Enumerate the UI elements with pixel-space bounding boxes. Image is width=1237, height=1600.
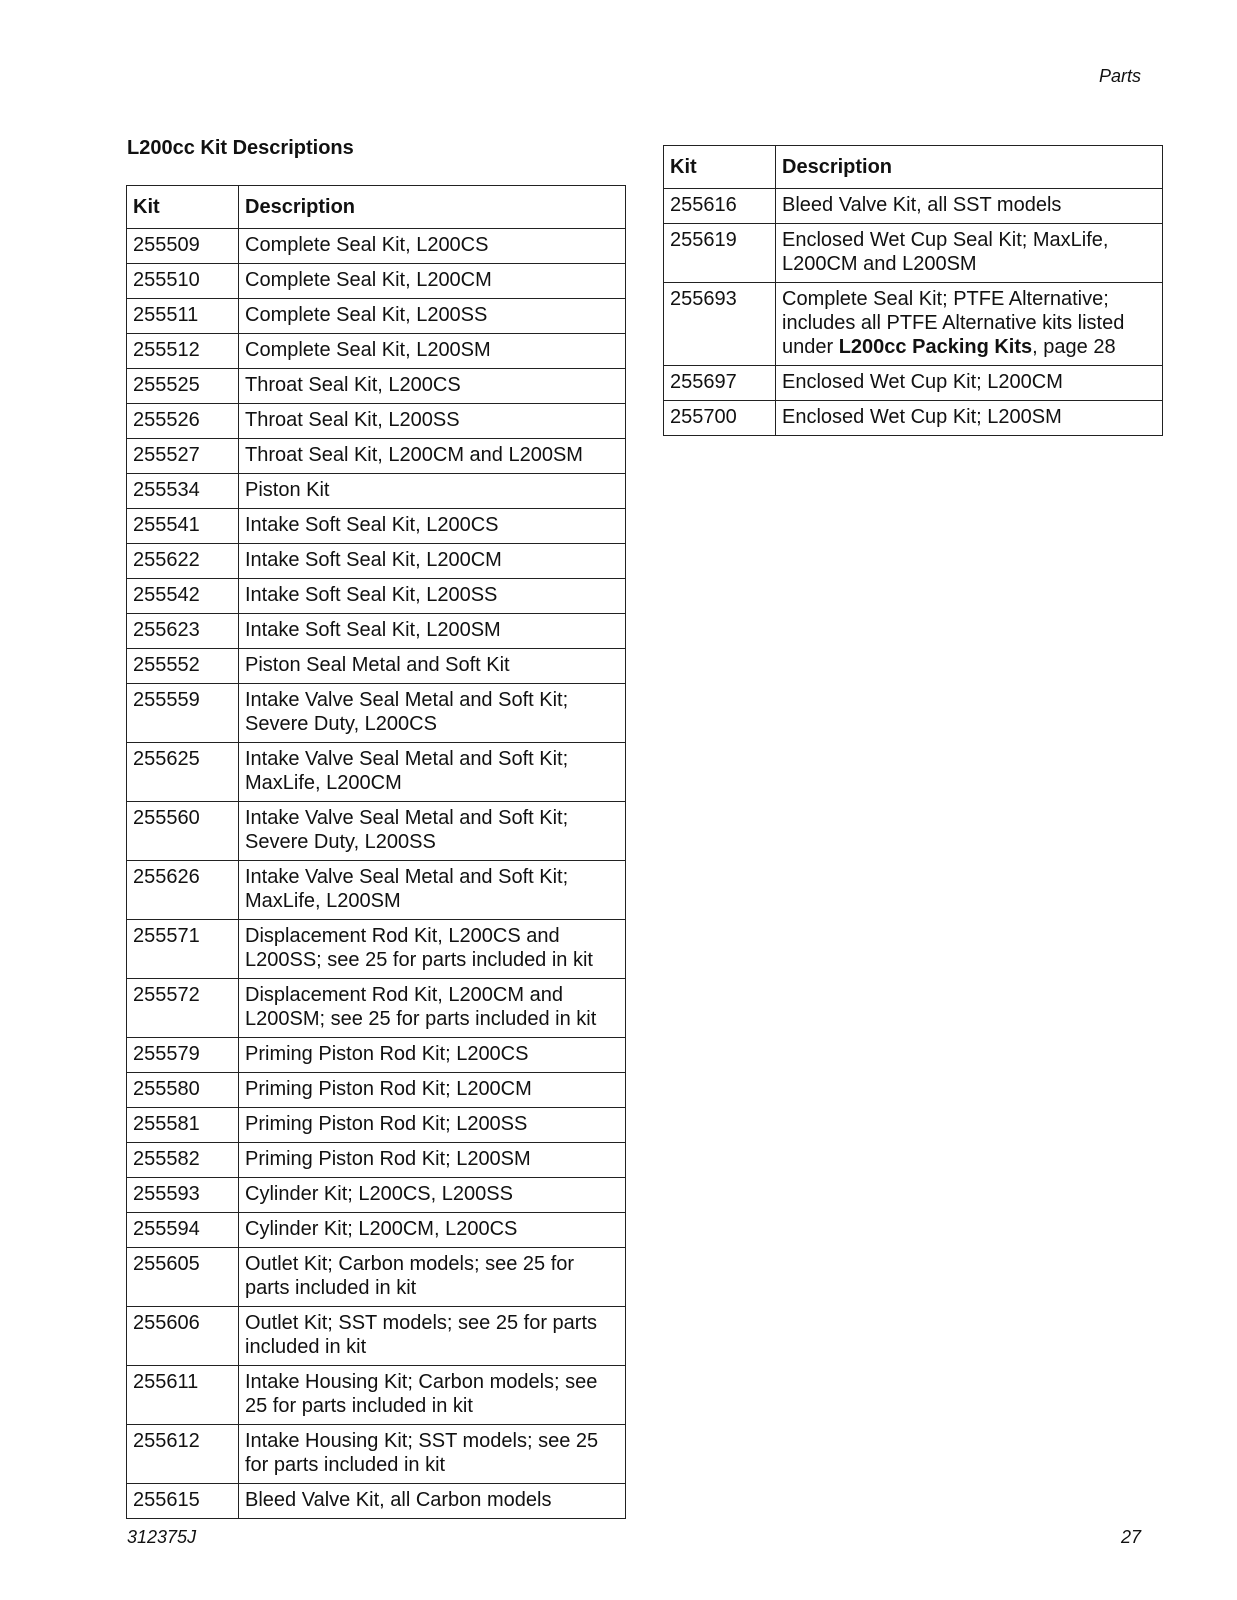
kit-number-cell: 255534 xyxy=(127,474,239,509)
kit-number-cell: 255571 xyxy=(127,920,239,979)
kit-number-cell: 255615 xyxy=(127,1484,239,1519)
description-text: Complete Seal Kit; PTFE Alternative; includes all PTFE Alternative kits listed under xyxy=(782,288,1125,358)
kit-description-cell: Outlet Kit; Carbon models; see 25 for parts included in kit xyxy=(239,1248,626,1307)
cross-reference-section-name: L200cc Packing Kits xyxy=(838,336,1033,358)
kit-number-cell: 255526 xyxy=(127,404,239,439)
table-row xyxy=(127,579,626,614)
column-header-kit: Kit xyxy=(127,186,239,229)
kit-number-cell: 255700 xyxy=(664,401,776,436)
kit-number-cell: 255594 xyxy=(127,1213,239,1248)
kit-description-cell xyxy=(776,283,1163,366)
kit-number-cell: 255623 xyxy=(127,614,239,649)
kit-description-cell: Complete Seal Kit, L200CM xyxy=(239,264,626,299)
kit-description-cell: Outlet Kit; SST models; see 25 for parts included in kit xyxy=(239,1307,626,1366)
kit-description-cell: Enclosed Wet Cup Kit; L200CM xyxy=(776,366,1163,401)
table-row xyxy=(127,1073,626,1108)
kit-description-cell: Priming Piston Rod Kit; L200SM xyxy=(239,1143,626,1178)
kit-number-cell: 255611 xyxy=(127,1366,239,1425)
table-row xyxy=(127,1038,626,1073)
kit-description-cell: Intake Valve Seal Metal and Soft Kit; Severe Duty, L200CS xyxy=(239,684,626,743)
kit-description-cell: Bleed Valve Kit, all Carbon models xyxy=(239,1484,626,1519)
column-header-description: Description xyxy=(239,186,626,229)
table-row xyxy=(127,264,626,299)
kit-description-cell: Piston Kit xyxy=(239,474,626,509)
table-row xyxy=(127,979,626,1038)
kit-description-cell: Enclosed Wet Cup Kit; L200SM xyxy=(776,401,1163,436)
kit-number-cell: 255593 xyxy=(127,1178,239,1213)
table-row xyxy=(127,229,626,264)
table-row xyxy=(127,1307,626,1366)
kit-description-cell: Cylinder Kit; L200CS, L200SS xyxy=(239,1178,626,1213)
kit-descriptions-table-right xyxy=(663,145,1163,436)
section-title: L200cc Kit Descriptions xyxy=(127,137,354,159)
kit-number-cell: 255509 xyxy=(127,229,239,264)
document-number: 312375J xyxy=(127,1527,197,1547)
table-row xyxy=(127,299,626,334)
kit-number-cell: 255579 xyxy=(127,1038,239,1073)
kit-description-cell: Displacement Rod Kit, L200CM and L200SM; see 25 for parts included in kit xyxy=(239,979,626,1038)
kit-number-cell: 255581 xyxy=(127,1108,239,1143)
kit-description-cell: Complete Seal Kit, L200SS xyxy=(239,299,626,334)
table-row xyxy=(664,401,1163,436)
kit-description-cell: Intake Soft Seal Kit, L200CM xyxy=(239,544,626,579)
table-row xyxy=(127,861,626,920)
table-row xyxy=(127,509,626,544)
table-row xyxy=(664,189,1163,224)
kit-number-cell: 255559 xyxy=(127,684,239,743)
kit-description-cell: Cylinder Kit; L200CM, L200CS xyxy=(239,1213,626,1248)
kit-description-cell: Complete Seal Kit, L200CS xyxy=(239,229,626,264)
page-number: 27 xyxy=(1120,1527,1141,1547)
kit-description-cell: Priming Piston Rod Kit; L200CS xyxy=(239,1038,626,1073)
kit-number-cell: 255510 xyxy=(127,264,239,299)
column-header-kit: Kit xyxy=(664,146,776,189)
column-header-description: Description xyxy=(776,146,1163,189)
kit-number-cell: 255580 xyxy=(127,1073,239,1108)
kit-description-cell: Displacement Rod Kit, L200CS and L200SS; see 25 for parts included in kit xyxy=(239,920,626,979)
kit-description-cell: Intake Valve Seal Metal and Soft Kit; MaxLife, L200CM xyxy=(239,743,626,802)
kit-number-cell: 255622 xyxy=(127,544,239,579)
kit-description-cell: Intake Soft Seal Kit, L200SS xyxy=(239,579,626,614)
table-row xyxy=(127,1108,626,1143)
table-row xyxy=(127,1213,626,1248)
table-row xyxy=(127,404,626,439)
kit-description-cell: Intake Soft Seal Kit, L200CS xyxy=(239,509,626,544)
kit-number-cell: 255512 xyxy=(127,334,239,369)
kit-number-cell: 255605 xyxy=(127,1248,239,1307)
table-row xyxy=(664,224,1163,283)
kit-description-cell: Bleed Valve Kit, all SST models xyxy=(776,189,1163,224)
table-row xyxy=(127,439,626,474)
kit-descriptions-table-left xyxy=(126,185,626,1519)
kit-number-cell: 255542 xyxy=(127,579,239,614)
table-row xyxy=(127,544,626,579)
table-row xyxy=(127,1143,626,1178)
kit-description-cell: Priming Piston Rod Kit; L200CM xyxy=(239,1073,626,1108)
kit-description-cell: Throat Seal Kit, L200CS xyxy=(239,369,626,404)
kit-description-cell: Intake Housing Kit; Carbon models; see 25 for parts included in kit xyxy=(239,1366,626,1425)
kit-description-cell: Piston Seal Metal and Soft Kit xyxy=(239,649,626,684)
kit-number-cell: 255625 xyxy=(127,743,239,802)
kit-number-cell: 255552 xyxy=(127,649,239,684)
header-section-label: Parts xyxy=(1098,66,1141,86)
table-row xyxy=(127,614,626,649)
table-row xyxy=(127,1178,626,1213)
kit-number-cell: 255616 xyxy=(664,189,776,224)
kit-number-cell: 255619 xyxy=(664,224,776,283)
kit-number-cell: 255626 xyxy=(127,861,239,920)
kit-number-cell: 255511 xyxy=(127,299,239,334)
table-row xyxy=(127,1248,626,1307)
table-row xyxy=(664,283,1163,366)
table-row xyxy=(127,369,626,404)
kit-number-cell: 255560 xyxy=(127,802,239,861)
kit-description-cell: Intake Valve Seal Metal and Soft Kit; Severe Duty, L200SS xyxy=(239,802,626,861)
table-row xyxy=(664,366,1163,401)
description-text: , page 28 xyxy=(1032,336,1116,358)
kit-number-cell: 255582 xyxy=(127,1143,239,1178)
table-header-row xyxy=(127,186,626,229)
table-row xyxy=(127,743,626,802)
kit-description-cell: Intake Soft Seal Kit, L200SM xyxy=(239,614,626,649)
table-row xyxy=(127,1366,626,1425)
kit-number-cell: 255525 xyxy=(127,369,239,404)
table-row xyxy=(127,920,626,979)
kit-description-cell: Throat Seal Kit, L200CM and L200SM xyxy=(239,439,626,474)
table-header-row xyxy=(664,146,1163,189)
table-row xyxy=(127,1425,626,1484)
kit-description-cell: Intake Valve Seal Metal and Soft Kit; MaxLife, L200SM xyxy=(239,861,626,920)
kit-number-cell: 255541 xyxy=(127,509,239,544)
kit-number-cell: 255527 xyxy=(127,439,239,474)
table-row xyxy=(127,802,626,861)
table-row xyxy=(127,649,626,684)
table-row xyxy=(127,334,626,369)
kit-number-cell: 255612 xyxy=(127,1425,239,1484)
kit-number-cell: 255693 xyxy=(664,283,776,366)
table-row xyxy=(127,684,626,743)
kit-description-cell: Enclosed Wet Cup Seal Kit; MaxLife, L200CM and L200SM xyxy=(776,224,1163,283)
kit-description-cell: Complete Seal Kit, L200SM xyxy=(239,334,626,369)
table-row xyxy=(127,474,626,509)
kit-description-cell: Intake Housing Kit; SST models; see 25 for parts included in kit xyxy=(239,1425,626,1484)
kit-number-cell: 255606 xyxy=(127,1307,239,1366)
kit-description-cell: Priming Piston Rod Kit; L200SS xyxy=(239,1108,626,1143)
kit-number-cell: 255572 xyxy=(127,979,239,1038)
kit-number-cell: 255697 xyxy=(664,366,776,401)
kit-description-cell: Throat Seal Kit, L200SS xyxy=(239,404,626,439)
table-row xyxy=(127,1484,626,1519)
